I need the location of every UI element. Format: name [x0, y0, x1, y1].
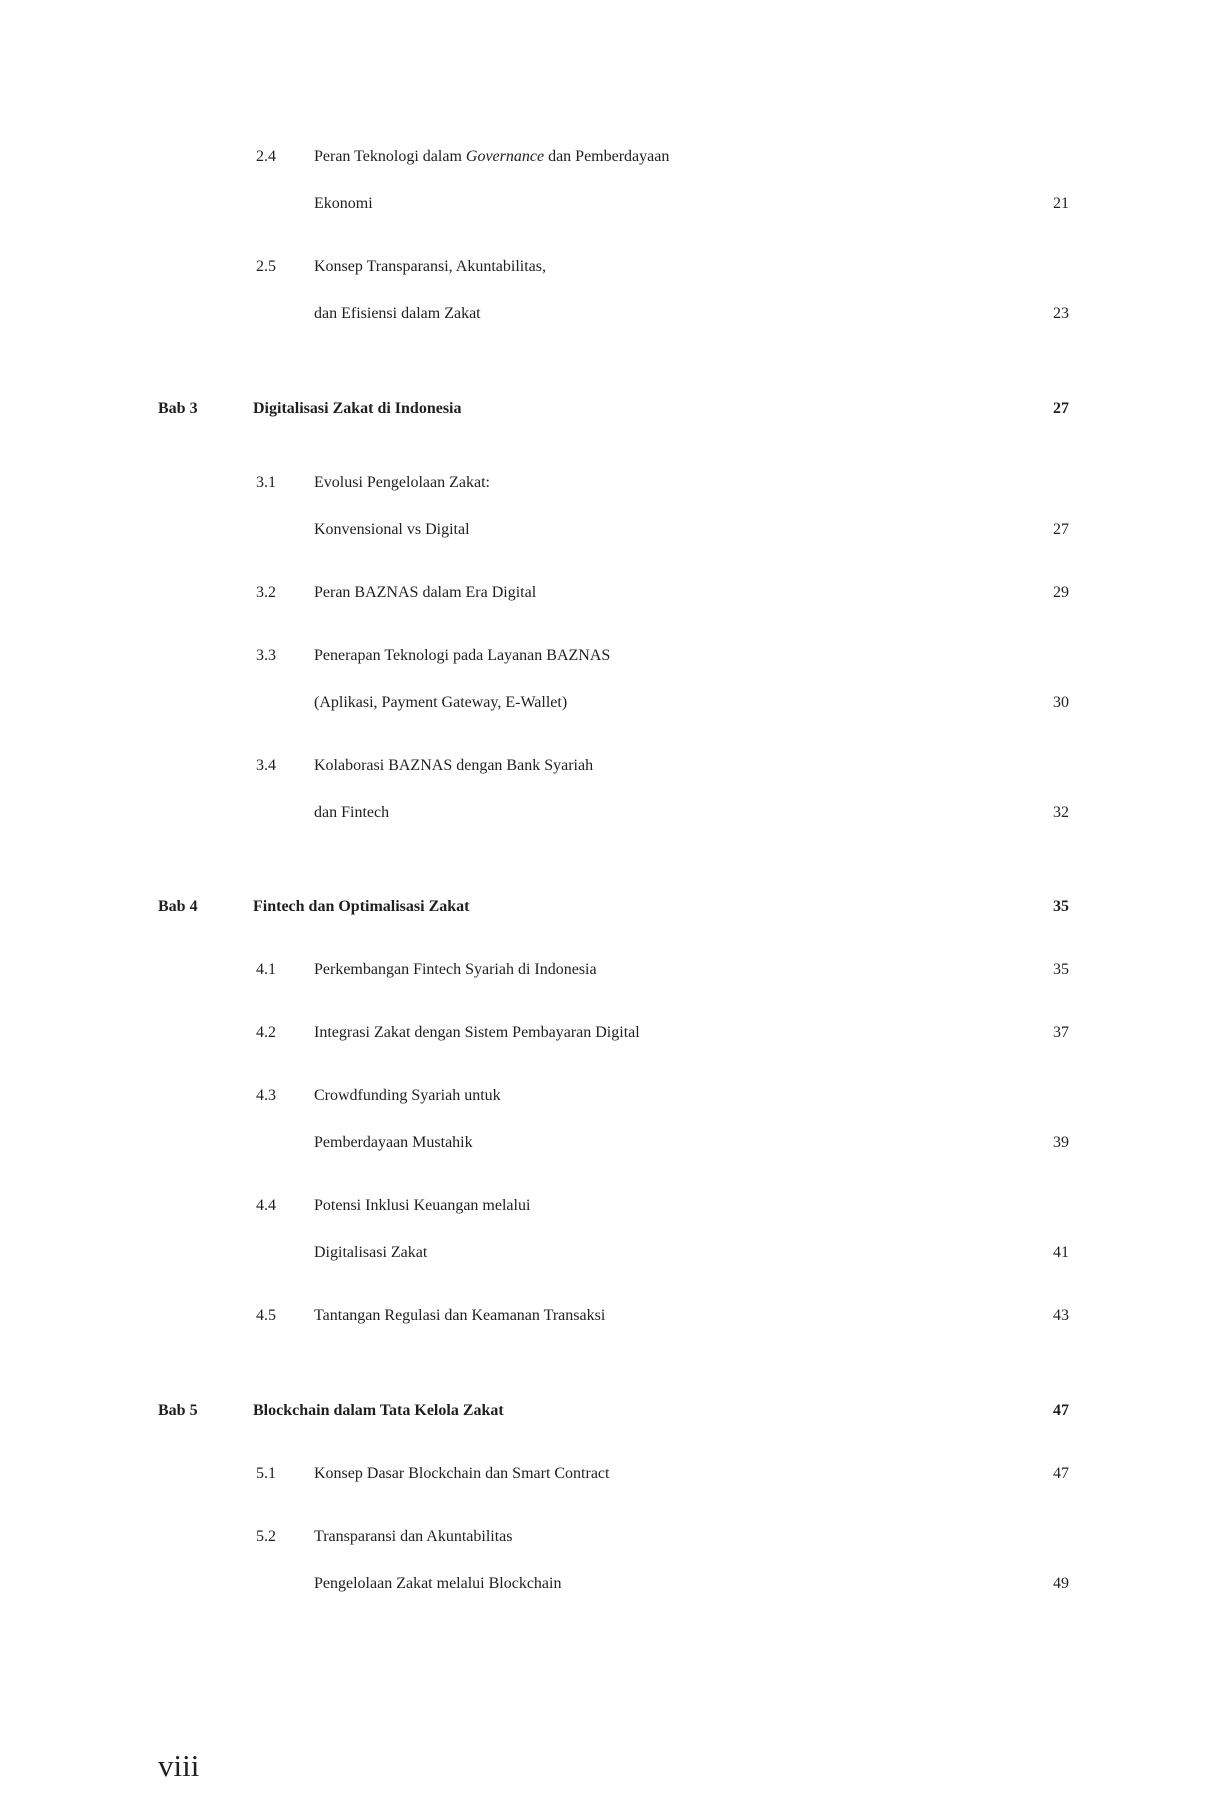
toc-section-3-1-cont — [0, 521, 1221, 568]
toc-section-2-4-cont — [0, 195, 1221, 242]
section-title-line-2: (Aplikasi, Payment Gateway, E-Wallet) — [314, 694, 568, 711]
page-number: 41 — [1053, 1244, 1069, 1261]
page-number: 21 — [1053, 195, 1069, 212]
toc-chapter-5[interactable] — [0, 1402, 1221, 1449]
toc-chapter-3[interactable] — [0, 400, 1221, 447]
toc-section-4-4[interactable] — [0, 1197, 1221, 1244]
toc-section-4-5[interactable] — [0, 1307, 1221, 1354]
toc-section-4-1[interactable] — [0, 961, 1221, 1008]
section-title-line-2: Pemberdayaan Mustahik — [314, 1134, 473, 1151]
toc-section-5-2-cont — [0, 1575, 1221, 1622]
toc-section-3-4-cont — [0, 804, 1221, 851]
section-title-line-1: Konsep Dasar Blockchain dan Smart Contract — [314, 1465, 610, 1482]
chapter-label: Bab 3 — [158, 400, 198, 417]
page-number: 27 — [1053, 400, 1069, 417]
page-number: 23 — [1053, 305, 1069, 322]
chapter-label: Bab 5 — [158, 1402, 198, 1419]
section-number: 3.1 — [256, 474, 276, 491]
toc-chapter-4[interactable] — [0, 898, 1221, 945]
section-number: 3.2 — [256, 584, 276, 601]
section-number: 2.4 — [256, 148, 276, 165]
section-title-line-1: Konsep Transparansi, Akuntabilitas, — [314, 258, 546, 275]
page-number: 49 — [1053, 1575, 1069, 1592]
section-title-line-2: Digitalisasi Zakat — [314, 1244, 428, 1261]
section-number: 4.4 — [256, 1197, 276, 1214]
chapter-title: Blockchain dalam Tata Kelola Zakat — [253, 1402, 504, 1419]
section-title-line-1: Kolaborasi BAZNAS dengan Bank Syariah — [314, 757, 594, 774]
section-number: 4.1 — [256, 961, 276, 978]
section-title-line-1: Integrasi Zakat dengan Sistem Pembayaran Digital — [314, 1024, 640, 1041]
section-title-line-1: Tantangan Regulasi dan Keamanan Transaksi — [314, 1307, 606, 1324]
section-title-line-1: Perkembangan Fintech Syariah di Indonesia — [314, 961, 597, 978]
section-title-line-2: Konvensional vs Digital — [314, 521, 470, 538]
page-number: 35 — [1053, 961, 1069, 978]
toc-section-4-2[interactable] — [0, 1024, 1221, 1071]
section-title-line-2: dan Fintech — [314, 804, 390, 821]
section-number: 2.5 — [256, 258, 276, 275]
toc-section-3-1[interactable] — [0, 474, 1221, 521]
section-number: 3.3 — [256, 647, 276, 664]
page-number: 29 — [1053, 584, 1069, 601]
toc-section-2-5[interactable] — [0, 258, 1221, 305]
section-number: 4.2 — [256, 1024, 276, 1041]
toc-section-4-3[interactable] — [0, 1087, 1221, 1134]
page-number: 32 — [1053, 804, 1069, 821]
section-title-line-1: Penerapan Teknologi pada Layanan BAZNAS — [314, 647, 611, 664]
chapter-title: Digitalisasi Zakat di Indonesia — [253, 400, 462, 417]
section-number: 5.2 — [256, 1528, 276, 1545]
page-folio: viii — [158, 1748, 200, 1783]
toc-section-3-3[interactable] — [0, 647, 1221, 694]
toc-section-3-4[interactable] — [0, 757, 1221, 804]
page-number: 37 — [1053, 1024, 1069, 1041]
section-number: 4.3 — [256, 1087, 276, 1104]
section-title-line-2: Pengelolaan Zakat melalui Blockchain — [314, 1575, 562, 1592]
toc-section-3-2[interactable] — [0, 584, 1221, 631]
section-title-line-1: Crowdfunding Syariah untuk — [314, 1087, 501, 1104]
toc-section-3-3-cont — [0, 694, 1221, 741]
section-title-line-1: Peran BAZNAS dalam Era Digital — [314, 584, 537, 601]
section-title-line-1: Peran Teknologi dalam Governance dan Pemberdayaan — [314, 148, 670, 165]
section-number: 3.4 — [256, 757, 276, 774]
toc-section-4-3-cont — [0, 1134, 1221, 1181]
toc-section-5-2[interactable] — [0, 1528, 1221, 1575]
page-number: 39 — [1053, 1134, 1069, 1151]
page-number: 43 — [1053, 1307, 1069, 1324]
section-title-line-1: Potensi Inklusi Keuangan melalui — [314, 1197, 531, 1214]
page-number: 35 — [1053, 898, 1069, 915]
toc-section-5-1[interactable] — [0, 1465, 1221, 1512]
page-number: 30 — [1053, 694, 1069, 711]
section-number: 5.1 — [256, 1465, 276, 1482]
chapter-label: Bab 4 — [158, 898, 198, 915]
section-title-line-2: Ekonomi — [314, 195, 373, 212]
page-number: 27 — [1053, 521, 1069, 538]
page-number: 47 — [1053, 1402, 1069, 1419]
section-title-line-1: Transparansi dan Akuntabilitas — [314, 1528, 513, 1545]
toc-section-2-5-cont — [0, 305, 1221, 352]
page-number: 47 — [1053, 1465, 1069, 1482]
section-title-line-2: dan Efisiensi dalam Zakat — [314, 305, 481, 322]
toc-section-4-4-cont — [0, 1244, 1221, 1291]
section-number: 4.5 — [256, 1307, 276, 1324]
toc-section-2-4[interactable] — [0, 148, 1221, 195]
section-title-line-1: Evolusi Pengelolaan Zakat: — [314, 474, 490, 491]
chapter-title: Fintech dan Optimalisasi Zakat — [253, 898, 470, 915]
